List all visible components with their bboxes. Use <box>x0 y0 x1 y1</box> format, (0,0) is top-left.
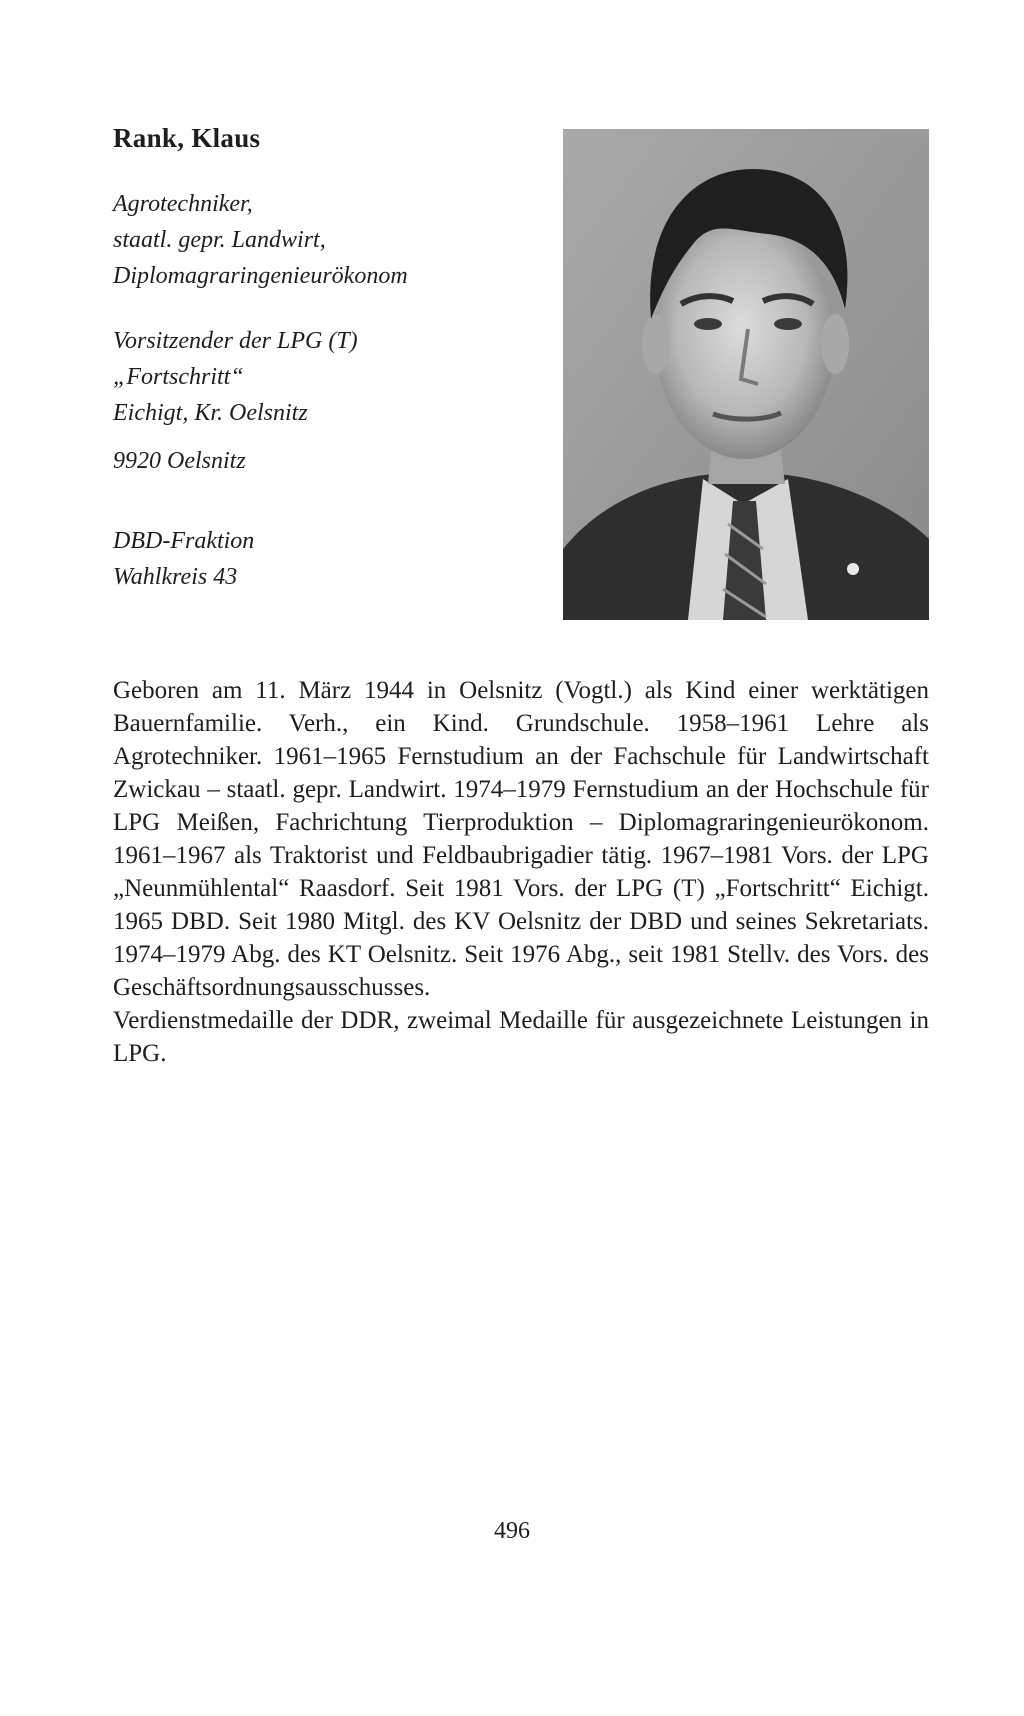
portrait-photo <box>563 129 929 620</box>
entry-name: Rank, Klaus <box>113 123 261 153</box>
profession-line: Diplomagraringenieurökonom <box>113 263 408 289</box>
page-number: 496 <box>494 1518 530 1544</box>
fraction-line: DBD-Fraktion <box>113 528 255 554</box>
constituency-line: Wahlkreis 43 <box>113 564 238 590</box>
address-line: 9920 Oelsnitz <box>113 448 246 474</box>
profession-line: Agrotechniker, <box>113 191 253 217</box>
biography-text: Geboren am 11. März 1944 in Oelsnitz (Vogtl.) als Kind einer werktätigen Bauernfamilie. Verh., ein Kind. Grundschule. 1958–1961 Lehre als Agrotechniker. 1961–1965 Fernstudium an der Fachschule für Landwirtschaft Zwickau – staatl. gepr. Landwirt. 1974–1979 Fernstudium an der Hochschule für LPG Meißen, Fachrichtung Tierproduktion – Diplomagraringenieurökonom. 1961–1967 als Traktorist und Feldbaubrigadier tätig. 1967–1981 Vors. der LPG „Neunmühlental“ Raasdorf. Seit 1981 Vors. der LPG (T) „Fortschritt“ Eichigt. 1965 DBD. Seit 1980 Mitgl. des KV Oelsnitz der DBD und seines Sekretariats. 1974–1979 Abg. des KT Oelsnitz. Seit 1976 Abg., seit 1981 Stellv. des Vors. des Geschäftsordnungsausschusses. <box>113 677 929 1001</box>
position-line: „Fortschritt“ <box>113 364 244 390</box>
position-block <box>113 323 543 431</box>
position-line: Eichigt, Kr. Oelsnitz <box>113 400 308 426</box>
address-block <box>113 443 543 479</box>
profession-line: staatl. gepr. Landwirt, <box>113 227 326 253</box>
profession-block <box>113 186 543 294</box>
awards-text: Verdienstmedaille der DDR, zweimal Medaille für ausgezeichnete Leistungen in LPG. <box>113 1007 929 1067</box>
fraction-block <box>113 523 543 595</box>
position-line: Vorsitzender der LPG (T) <box>113 328 358 354</box>
